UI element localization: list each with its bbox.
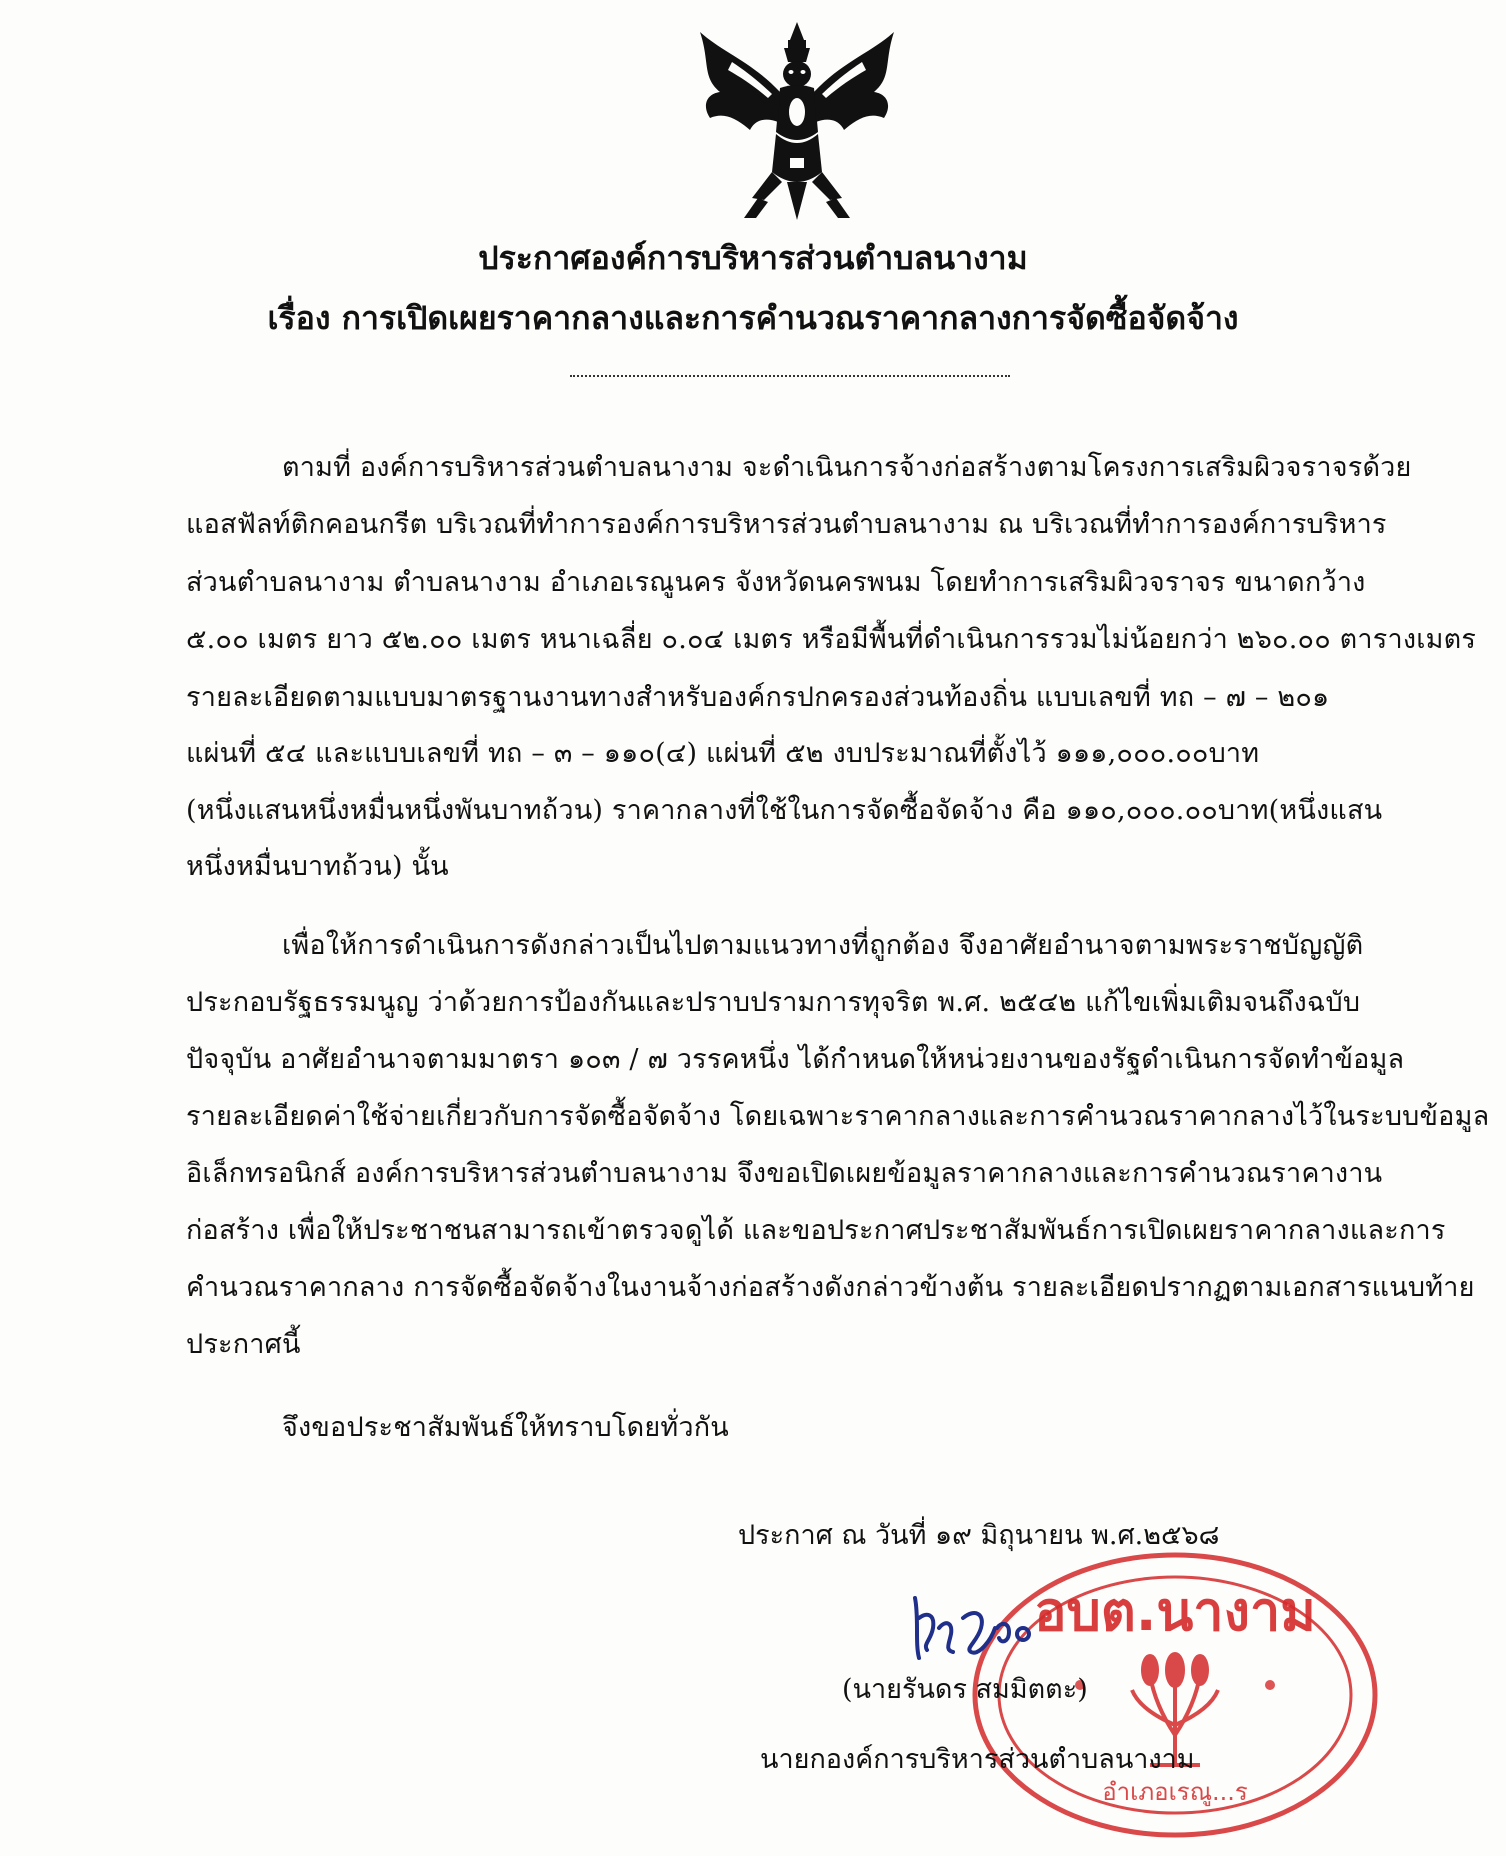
paragraph-1-line: ๕.๐๐ เมตร ยาว ๕๒.๐๐ เมตร หนาเฉลี่ย ๐.๐๔ เมตร หรือมีพื้นที่ดำเนินการรวมไม่น้อยกว่า ๒๖๐.๐๐ ตารางเมตร [186, 624, 1477, 655]
title-divider [570, 375, 1010, 377]
paragraph-1-line: แผ่นที่ ๕๔ และแบบเลขที่ ทถ – ๓ – ๑๑๐(๔) แผ่นที่ ๕๒ งบประมาณที่ตั้งไว้ ๑๑๑,๐๐๐.๐๐บาท [186, 738, 1260, 769]
stamp-bottom-text: อำเภอเรณู...ร [1102, 1778, 1248, 1806]
paragraph-2-line: ปัจจุบัน อาศัยอำนาจตามมาตรา ๑๐๓ / ๗ วรรคหนึ่ง ได้กำหนดให้หน่วยงานของรัฐดำเนินการจัดทำข้อมูล [186, 1044, 1405, 1075]
paragraph-2-line: รายละเอียดค่าใช้จ่ายเกี่ยวกับการจัดซื้อจัดจ้าง โดยเฉพาะราคากลางและการคำนวณราคากลางไว้ในระบบข้อมูล [186, 1101, 1490, 1132]
paragraph-1-line: (หนึ่งแสนหนึ่งหมื่นหนึ่งพันบาทถ้วน) ราคากลางที่ใช้ในการจัดซื้อจัดจ้าง คือ ๑๑๐,๐๐๐.๐๐บาท(หนึ่งแสน [186, 795, 1383, 826]
paragraph-2-line: เพื่อให้การดำเนินการดังกล่าวเป็นไปตามแนวทางที่ถูกต้อง จึงอาศัยอำนาจตามพระราชบัญญัติ [282, 930, 1364, 961]
handwritten-signature [905, 1588, 1045, 1668]
announcement-subject: เรื่อง การเปิดเผยราคากลางและการคำนวณราคากลางการจัดซื้อจัดจ้าง [267, 299, 1239, 337]
stamp-text: อบต.นางาม [1034, 1580, 1316, 1643]
paragraph-2-line: คำนวณราคากลาง การจัดซื้อจัดจ้างในงานจ้างก่อสร้างดังกล่าวข้างต้น รายละเอียดปรากฏตามเอกสารแนบท้าย [186, 1272, 1475, 1303]
paragraph-2-line: ประกอบรัฐธรรมนูญ ว่าด้วยการป้องกันและปราบปรามการทุจริต พ.ศ. ๒๕๔๒ แก้ไขเพิ่มเติมจนถึงฉบับ [186, 987, 1361, 1018]
announcement-title: ประกาศองค์การบริหารส่วนตำบลนางาม [478, 239, 1028, 277]
signer-title: นายกองค์การบริหารส่วนตำบลนางาม [760, 1744, 1195, 1775]
announcement-date: ประกาศ ณ วันที่ ๑๙ มิถุนายน พ.ศ.๒๕๖๘ [738, 1520, 1220, 1551]
paragraph-2-line: ประกาศนี้ [186, 1329, 301, 1360]
paragraph-1-line: แอสฟัลท์ติกคอนกรีต บริเวณที่ทำการองค์การบริหารส่วนตำบลนางาม ณ บริเวณที่ทำการองค์การบริหาร [186, 509, 1387, 540]
garuda-emblem-icon [692, 22, 902, 222]
signer-name: (นายรันดร สมมิตตะ) [842, 1674, 1088, 1705]
paragraph-2-line: อิเล็กทรอนิกส์ องค์การบริหารส่วนตำบลนางาม จึงขอเปิดเผยข้อมูลราคากลางและการคำนวณราคางาน [186, 1158, 1383, 1189]
paragraph-1-line: ส่วนตำบลนางาม ตำบลนางาม อำเภอเรณูนคร จังหวัดนครพนม โดยทำการเสริมผิวจราจร ขนาดกว้าง [186, 567, 1366, 598]
paragraph-2-line: ก่อสร้าง เพื่อให้ประชาชนสามารถเข้าตรวจดูได้ และขอประกาศประชาสัมพันธ์การเปิดเผยราคากลางและการ [186, 1215, 1446, 1246]
paragraph-1-line: หนึ่งหมื่นบาทถ้วน) นั้น [186, 851, 449, 882]
paragraph-1-line: รายละเอียดตามแบบมาตรฐานงานทางสำหรับองค์กรปกครองส่วนท้องถิ่น แบบเลขที่ ทถ – ๗ – ๒๐๑ [186, 682, 1330, 713]
closing-line: จึงขอประชาสัมพันธ์ให้ทราบโดยทั่วกัน [282, 1412, 729, 1443]
paragraph-1-line: ตามที่ องค์การบริหารส่วนตำบลนางาม จะดำเนินการจ้างก่อสร้างตามโครงการเสริมผิวจราจรด้วย [282, 452, 1412, 483]
